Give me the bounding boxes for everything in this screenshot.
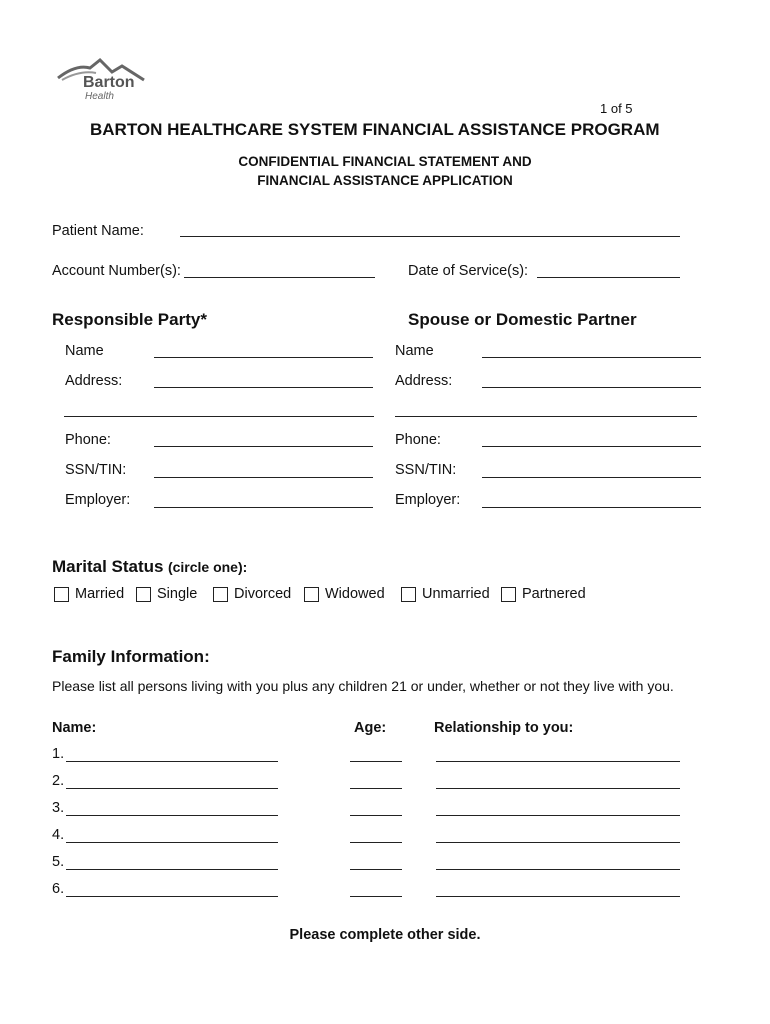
rp-name-label: Name <box>65 343 104 359</box>
family-name-field[interactable] <box>66 842 278 843</box>
rp-address-field-2[interactable] <box>64 416 374 417</box>
account-number-label: Account Number(s): <box>52 263 181 279</box>
date-of-service-label: Date of Service(s): <box>408 263 529 279</box>
family-name-field[interactable] <box>66 815 278 816</box>
family-row-number: 5. <box>52 854 65 870</box>
family-relationship-field[interactable] <box>436 815 680 816</box>
patient-name-label: Patient Name: <box>52 223 144 239</box>
family-age-field[interactable] <box>350 842 402 843</box>
family-age-field[interactable] <box>350 869 402 870</box>
family-relationship-field[interactable] <box>436 842 680 843</box>
rp-address-field[interactable] <box>154 387 373 388</box>
family-name-field[interactable] <box>66 761 278 762</box>
marital-unmarried-label: Unmarried <box>422 586 490 602</box>
family-row-number: 4. <box>52 827 65 843</box>
col-age-header: Age: <box>354 720 387 736</box>
spouse-heading: Spouse or Domestic Partner <box>408 310 637 329</box>
sp-ssn-label: SSN/TIN: <box>395 462 457 478</box>
marital-heading-note: (circle one): <box>167 559 248 575</box>
family-row-number: 6. <box>52 881 65 897</box>
date-of-service-field[interactable] <box>537 277 680 278</box>
marital-married-label: Married <box>75 586 125 602</box>
sp-ssn-field[interactable] <box>482 477 701 478</box>
sp-employer-field[interactable] <box>482 507 701 508</box>
sp-phone-label: Phone: <box>395 432 441 448</box>
marital-widowed-checkbox[interactable] <box>304 587 319 602</box>
marital-status-heading <box>52 557 247 577</box>
family-instructions: Please list all persons living with you plus any children 21 or under, whether or not they live with you. <box>52 678 674 694</box>
marital-single-checkbox[interactable] <box>136 587 151 602</box>
family-age-field[interactable] <box>350 788 402 789</box>
marital-unmarried-checkbox[interactable] <box>401 587 416 602</box>
logo-name: Barton <box>83 74 135 91</box>
family-relationship-field[interactable] <box>436 788 680 789</box>
col-name-header: Name: <box>52 720 97 736</box>
subtitle-line1: CONFIDENTIAL FINANCIAL STATEMENT AND <box>238 154 532 169</box>
sp-phone-field[interactable] <box>482 446 701 447</box>
rp-name-field[interactable] <box>154 357 373 358</box>
family-heading: Family Information: <box>52 647 210 666</box>
footer-note: Please complete other side. <box>289 927 481 943</box>
responsible-party-heading: Responsible Party* <box>52 310 207 329</box>
marital-divorced-checkbox[interactable] <box>213 587 228 602</box>
rp-phone-field[interactable] <box>154 446 373 447</box>
marital-divorced-label: Divorced <box>234 586 292 602</box>
family-name-field[interactable] <box>66 896 278 897</box>
family-row-number: 1. <box>52 746 65 762</box>
family-row-number: 3. <box>52 800 65 816</box>
rp-ssn-label: SSN/TIN: <box>65 462 127 478</box>
account-number-field[interactable] <box>184 277 375 278</box>
family-relationship-field[interactable] <box>436 896 680 897</box>
family-age-field[interactable] <box>350 761 402 762</box>
rp-address-label: Address: <box>65 373 123 389</box>
page-title: BARTON HEALTHCARE SYSTEM FINANCIAL ASSISTANCE PROGRAM <box>90 120 660 139</box>
sp-name-label: Name <box>395 343 434 359</box>
rp-ssn-field[interactable] <box>154 477 373 478</box>
family-row-number: 2. <box>52 773 65 789</box>
rp-employer-field[interactable] <box>154 507 373 508</box>
rp-phone-label: Phone: <box>65 432 111 448</box>
marital-partnered-checkbox[interactable] <box>501 587 516 602</box>
family-name-field[interactable] <box>66 869 278 870</box>
sp-employer-label: Employer: <box>395 492 461 508</box>
marital-partnered-label: Partnered <box>522 586 586 602</box>
page-number: 1 of 5 <box>600 101 633 116</box>
marital-married-checkbox[interactable] <box>54 587 69 602</box>
col-relationship-header: Relationship to you: <box>434 720 574 736</box>
family-relationship-field[interactable] <box>436 761 680 762</box>
marital-widowed-label: Widowed <box>325 586 385 602</box>
sp-address-field[interactable] <box>482 387 701 388</box>
marital-single-label: Single <box>157 586 198 602</box>
logo-sub: Health <box>85 91 114 102</box>
sp-address-label: Address: <box>395 373 453 389</box>
sp-address-field-2[interactable] <box>395 416 697 417</box>
subtitle-line2: FINANCIAL ASSISTANCE APPLICATION <box>257 173 513 188</box>
family-age-field[interactable] <box>350 896 402 897</box>
family-age-field[interactable] <box>350 815 402 816</box>
family-relationship-field[interactable] <box>436 869 680 870</box>
marital-heading-text: Marital Status <box>52 557 164 576</box>
rp-employer-label: Employer: <box>65 492 131 508</box>
sp-name-field[interactable] <box>482 357 701 358</box>
logo <box>56 56 156 106</box>
patient-name-field[interactable] <box>180 236 680 237</box>
family-name-field[interactable] <box>66 788 278 789</box>
